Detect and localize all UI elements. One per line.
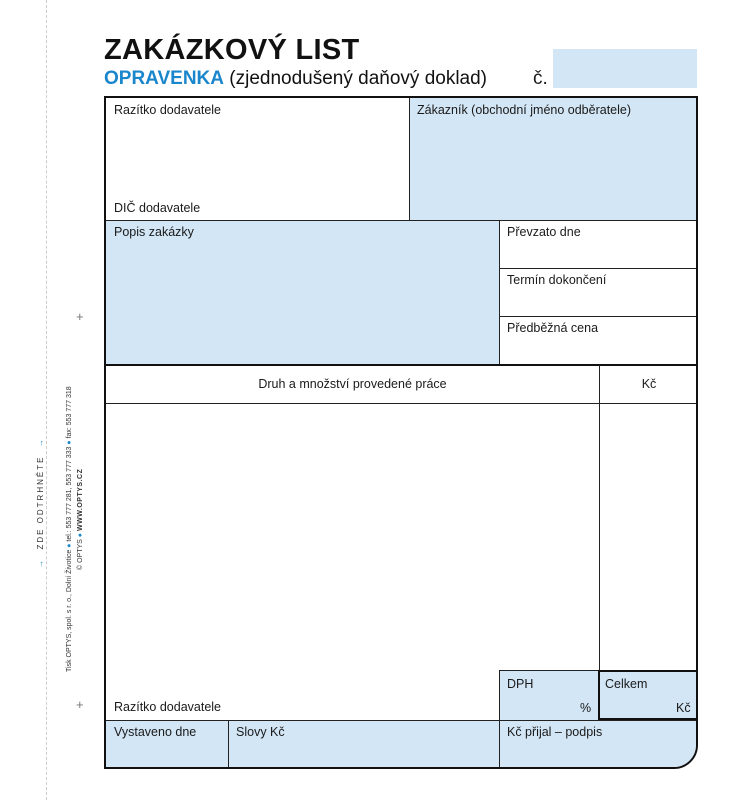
printer-fax: fax: 553 777 318 — [66, 386, 73, 439]
divider — [599, 365, 600, 671]
divider — [499, 268, 698, 269]
order-description-label: Popis zakázky — [114, 225, 194, 239]
arrow-right-icon: → — [36, 437, 45, 448]
tear-here-label: ZDE ODTRHNĚTE — [36, 455, 45, 550]
divider — [106, 403, 698, 404]
divider — [499, 316, 698, 317]
bullet-icon: ● — [66, 440, 73, 445]
form-title: ZAKÁZKOVÝ LIST — [104, 34, 360, 66]
printer-info-line-1 — [66, 386, 73, 672]
divider — [499, 670, 599, 671]
completion-date-label: Termín dokončení — [507, 273, 607, 287]
order-description-field[interactable] — [106, 220, 499, 364]
percent-label: % — [580, 701, 592, 715]
subtitle-accent: OPRAVENKA — [104, 68, 224, 89]
divider — [228, 720, 229, 769]
divider — [409, 98, 410, 220]
divider — [499, 220, 500, 364]
estimated-price-label: Předběžná cena — [507, 321, 599, 335]
number-label: č. — [533, 68, 548, 89]
printer-info-line-2 — [77, 469, 84, 570]
printer-copyright: © OPTYS — [77, 539, 84, 570]
registration-plus-icon: + — [76, 309, 84, 324]
order-form — [104, 96, 698, 769]
bullet-icon: ● — [77, 532, 84, 538]
supplier-dic-label: DIČ dodavatele — [114, 201, 201, 215]
subtitle-rest: (zjednodušený daňový doklad) — [224, 68, 488, 89]
printer-website: WWW.OPTYS.CZ — [77, 468, 84, 532]
perforation-line — [46, 0, 47, 800]
divider — [106, 364, 698, 366]
registration-plus-icon: + — [76, 697, 84, 712]
received-by-label: Kč přijal – podpis — [507, 725, 603, 739]
tear-here-text — [36, 437, 45, 568]
customer-label: Zákazník (obchodní jméno odběratele) — [417, 103, 632, 117]
supplier-stamp-label: Razítko dodavatele — [114, 103, 222, 117]
arrow-left-icon: → — [36, 558, 45, 568]
issued-date-label: Vystaveno dne — [114, 725, 197, 739]
document-number-field[interactable] — [553, 49, 697, 88]
currency-header: Kč — [641, 377, 657, 391]
total-currency-label: Kč — [676, 701, 691, 715]
printer-name: Tisk OPTYS, spol. s r. o., Dolní Životice — [66, 549, 73, 672]
received-date-label: Převzato dne — [507, 225, 581, 239]
work-header: Druh a množství provedené práce — [258, 377, 447, 391]
total-label: Celkem — [605, 677, 648, 691]
supplier-stamp-bottom-label: Razítko dodavatele — [114, 700, 222, 714]
vat-label: DPH — [507, 677, 534, 691]
divider — [106, 220, 698, 221]
bullet-icon: ● — [66, 543, 73, 548]
in-words-label: Slovy Kč — [236, 725, 285, 739]
divider — [106, 720, 698, 721]
form-subtitle — [104, 68, 487, 90]
printer-phone: tel.: 553 777 281, 553 777 333 — [66, 446, 73, 542]
